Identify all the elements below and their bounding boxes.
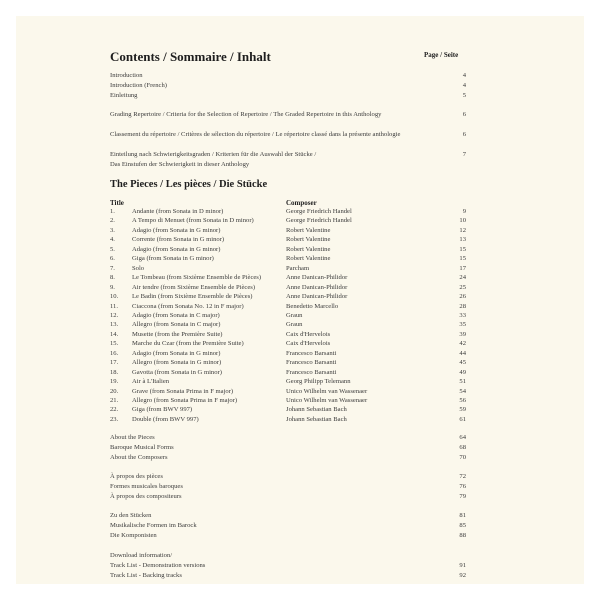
toc-entry[interactable]: À propos des compositeurs bbox=[110, 493, 182, 500]
toc-entry[interactable]: À propos des pièces bbox=[110, 473, 163, 480]
piece-number: 9. bbox=[110, 283, 115, 291]
pieces-heading: The Pieces / Les pièces / Die Stücke bbox=[110, 179, 268, 190]
piece-page: 17 bbox=[459, 264, 466, 272]
toc-page-number: 4 bbox=[462, 72, 466, 79]
piece-row[interactable] bbox=[110, 405, 466, 414]
piece-page: 9 bbox=[462, 208, 466, 215]
piece-page: 13 bbox=[459, 236, 466, 244]
piece-page: 45 bbox=[459, 359, 466, 367]
toc-entry[interactable]: About the Composers bbox=[110, 454, 168, 461]
piece-title: Solo bbox=[132, 264, 145, 272]
toc-page-number: 70 bbox=[459, 454, 466, 461]
piece-title: Adagio (from Sonata in G minor) bbox=[132, 349, 221, 357]
piece-number: 10. bbox=[110, 293, 119, 301]
piece-composer: George Friedrich Handel bbox=[286, 208, 352, 215]
piece-title: Adagio (from Sonata in G minor) bbox=[132, 245, 221, 253]
piece-composer: Parcham bbox=[286, 264, 310, 272]
piece-number: 14. bbox=[110, 330, 119, 338]
piece-number: 4. bbox=[110, 236, 115, 244]
piece-composer: Anne Danican-Philidor bbox=[286, 274, 348, 282]
piece-composer: Unico Wilhelm van Wassenaer bbox=[286, 387, 368, 395]
piece-title: Gavotta (from Sonata in G minor) bbox=[132, 368, 222, 376]
piece-row[interactable] bbox=[110, 387, 466, 396]
piece-page: 28 bbox=[459, 302, 466, 310]
piece-row[interactable] bbox=[110, 330, 466, 339]
piece-title: Allegro (from Sonata in C major) bbox=[132, 321, 221, 329]
piece-title: Musette (from the Première Suite) bbox=[132, 330, 223, 338]
toc-entry[interactable]: Grading Repertoire / Criteria for the Selection of Repertoire / The Graded Repertoire in this Anthology bbox=[110, 111, 382, 118]
piece-composer: Francesco Barsanti bbox=[286, 359, 337, 367]
toc-entry[interactable] bbox=[110, 150, 316, 169]
piece-number: 18. bbox=[110, 368, 119, 376]
piece-composer: Robert Valentine bbox=[286, 245, 331, 253]
piece-number: 7. bbox=[110, 264, 115, 272]
piece-title: Giga (from Sonata in G minor) bbox=[132, 255, 214, 263]
toc-page-number: 5 bbox=[462, 92, 466, 99]
piece-page: 33 bbox=[459, 311, 466, 319]
piece-composer: Francesco Barsanti bbox=[286, 349, 337, 357]
toc-page-number: 81 bbox=[459, 512, 466, 519]
piece-row[interactable] bbox=[110, 320, 466, 329]
piece-number: 16. bbox=[110, 349, 119, 357]
piece-title: Adagio (from Sonata in C major) bbox=[132, 311, 220, 319]
toc-page-number: 92 bbox=[459, 572, 466, 579]
piece-title: Allegro (from Sonata in G minor) bbox=[132, 359, 222, 367]
piece-page: 12 bbox=[459, 226, 466, 234]
piece-number: 20. bbox=[110, 387, 119, 395]
piece-composer: Unico Wilhelm van Wassenaer bbox=[286, 397, 368, 404]
piece-composer: Francesco Barsanti bbox=[286, 368, 337, 376]
toc-entry[interactable]: Zu den Stücken bbox=[110, 512, 152, 519]
piece-number: 11. bbox=[110, 302, 118, 310]
piece-title: Ciaccona (from Sonata No. 12 in F major) bbox=[132, 302, 244, 310]
piece-title: Marche du Czar (from the Première Suite) bbox=[132, 340, 244, 348]
piece-title: Grave (from Sonata Prima in F major) bbox=[132, 387, 234, 395]
piece-row[interactable] bbox=[110, 207, 466, 216]
toc-entry[interactable]: About the Pieces bbox=[110, 434, 155, 441]
piece-composer: Caix d'Hervelois bbox=[286, 340, 331, 348]
piece-composer: Anne Danican-Philidor bbox=[286, 293, 348, 301]
piece-row[interactable] bbox=[110, 273, 466, 282]
piece-page: 15 bbox=[459, 255, 466, 263]
composer-column-header: Composer bbox=[286, 199, 317, 207]
piece-number: 8. bbox=[110, 274, 115, 282]
toc-entry[interactable]: Die Komponisten bbox=[110, 532, 157, 539]
page-title: Contents / Sommaire / Inhalt bbox=[110, 49, 271, 64]
piece-page: 42 bbox=[459, 340, 466, 348]
piece-number: 2. bbox=[110, 217, 115, 225]
contents-page bbox=[16, 16, 584, 584]
toc-entry[interactable]: Track List - Backing tracks bbox=[110, 572, 182, 579]
piece-page: 26 bbox=[459, 293, 466, 301]
piece-page: 25 bbox=[459, 283, 466, 291]
piece-page: 51 bbox=[459, 378, 466, 386]
piece-number: 3. bbox=[110, 226, 115, 234]
toc-entry-line: Einteilung nach Schwierigkeitsgraden / Kriterien für die Auswahl der Stücke / bbox=[110, 151, 317, 158]
piece-row[interactable] bbox=[110, 226, 466, 235]
toc-page-number: 79 bbox=[459, 493, 466, 500]
piece-title: A Tempo di Menuet (from Sonata in D minor) bbox=[132, 217, 254, 225]
piece-title: Air à L'Italien bbox=[132, 378, 170, 386]
piece-row[interactable] bbox=[110, 283, 466, 292]
download-info-label: Download information/ bbox=[110, 552, 173, 559]
toc-page-number: 6 bbox=[462, 131, 466, 138]
piece-page: 56 bbox=[459, 397, 466, 404]
piece-composer: Georg Philipp Telemann bbox=[286, 378, 351, 386]
piece-title: Air tendre (from Sixième Ensemble de Pièces) bbox=[132, 283, 256, 291]
piece-page: 49 bbox=[459, 368, 466, 376]
toc-page-number: 4 bbox=[462, 82, 466, 89]
piece-number: 21. bbox=[110, 397, 119, 404]
piece-row[interactable] bbox=[110, 245, 466, 254]
piece-page: 54 bbox=[459, 387, 466, 395]
piece-number: 13. bbox=[110, 321, 119, 329]
piece-row[interactable] bbox=[110, 349, 466, 358]
toc-entry[interactable]: Classement du répertoire / Critères de sélection du répertoire / Le répertoire classé dans la présente anthologie bbox=[110, 131, 401, 138]
piece-composer: Johann Sebastian Bach bbox=[286, 415, 347, 423]
toc-page-number: 88 bbox=[459, 532, 466, 539]
piece-page: 39 bbox=[459, 330, 466, 338]
toc-entry[interactable]: Introduction (French) bbox=[110, 82, 167, 89]
piece-composer: Johann Sebastian Bach bbox=[286, 406, 347, 414]
toc-page-number: 91 bbox=[459, 562, 466, 569]
toc-page-number: 72 bbox=[459, 473, 466, 480]
piece-composer: Robert Valentine bbox=[286, 236, 331, 244]
piece-row[interactable] bbox=[110, 415, 466, 424]
piece-title: Le Tombeau (from Sixième Ensemble de Pièces) bbox=[132, 274, 262, 282]
piece-page: 24 bbox=[459, 274, 466, 282]
toc-entry[interactable]: Einleitung bbox=[110, 92, 138, 99]
piece-title: Allegro (from Sonata Prima in F major) bbox=[132, 397, 238, 404]
piece-row[interactable] bbox=[110, 264, 466, 273]
piece-page: 10 bbox=[459, 217, 466, 225]
title-column-header: Title bbox=[110, 199, 124, 207]
piece-row[interactable] bbox=[110, 339, 466, 348]
piece-row[interactable] bbox=[110, 311, 466, 320]
toc-page-number: 76 bbox=[459, 483, 466, 490]
toc-page-number: 7 bbox=[462, 151, 466, 158]
piece-title: Double (from BWV 997) bbox=[132, 415, 199, 423]
toc-entry[interactable]: Musikalische Formen im Barock bbox=[110, 522, 197, 529]
piece-number: 15. bbox=[110, 340, 119, 348]
piece-number: 1. bbox=[110, 208, 115, 215]
piece-composer: Anne Danican-Philidor bbox=[286, 283, 348, 291]
piece-title: Le Badin (from Sixième Ensemble de Pièces) bbox=[132, 293, 253, 301]
piece-number: 22. bbox=[110, 406, 119, 414]
piece-title: Andante (from Sonata in D minor) bbox=[132, 208, 224, 215]
piece-composer: George Friedrich Handel bbox=[286, 217, 352, 225]
toc-entry[interactable]: Formes musicales baroques bbox=[110, 483, 183, 490]
toc-page-number: 68 bbox=[459, 444, 466, 451]
piece-row[interactable] bbox=[110, 377, 466, 386]
piece-number: 17. bbox=[110, 359, 119, 367]
piece-row[interactable] bbox=[110, 358, 466, 367]
toc-entry-line: Das Einstufen der Schwierigkeit in dieser Anthology bbox=[110, 160, 250, 168]
piece-number: 19. bbox=[110, 378, 119, 386]
toc-entry[interactable]: Introduction bbox=[110, 72, 143, 79]
piece-row[interactable] bbox=[110, 216, 466, 225]
toc-entry[interactable]: Baroque Musical Forms bbox=[110, 444, 174, 451]
piece-number: 5. bbox=[110, 245, 115, 253]
piece-row[interactable] bbox=[110, 396, 466, 405]
piece-number: 23. bbox=[110, 415, 119, 423]
toc-page-number: 64 bbox=[459, 434, 466, 441]
piece-row[interactable] bbox=[110, 292, 466, 301]
piece-row[interactable] bbox=[110, 254, 466, 263]
piece-number: 6. bbox=[110, 255, 115, 263]
toc-page-number: 6 bbox=[462, 111, 466, 118]
piece-page: 59 bbox=[459, 406, 466, 414]
toc-entry[interactable]: Track List - Demonstration versions bbox=[110, 562, 206, 569]
piece-title: Corrente (from Sonata in G minor) bbox=[132, 236, 225, 244]
piece-page: 61 bbox=[459, 415, 466, 423]
piece-composer: Graun bbox=[286, 321, 303, 329]
page-column-header: Page / Seite bbox=[424, 51, 459, 59]
piece-title: Adagio (from Sonata in G minor) bbox=[132, 226, 221, 234]
toc-page-number: 85 bbox=[459, 522, 466, 529]
piece-title: Giga (from BWV 997) bbox=[132, 406, 193, 414]
piece-composer: Caix d'Hervelois bbox=[286, 330, 331, 338]
piece-page: 44 bbox=[459, 349, 466, 357]
piece-row[interactable] bbox=[110, 302, 466, 311]
piece-composer: Graun bbox=[286, 311, 303, 319]
piece-page: 15 bbox=[459, 245, 466, 253]
piece-composer: Benedetto Marcello bbox=[286, 302, 339, 310]
piece-number: 12. bbox=[110, 311, 119, 319]
piece-row[interactable] bbox=[110, 235, 466, 244]
piece-composer: Robert Valentine bbox=[286, 226, 331, 234]
piece-row[interactable] bbox=[110, 368, 466, 377]
piece-page: 35 bbox=[459, 321, 466, 329]
piece-composer: Robert Valentine bbox=[286, 255, 331, 263]
